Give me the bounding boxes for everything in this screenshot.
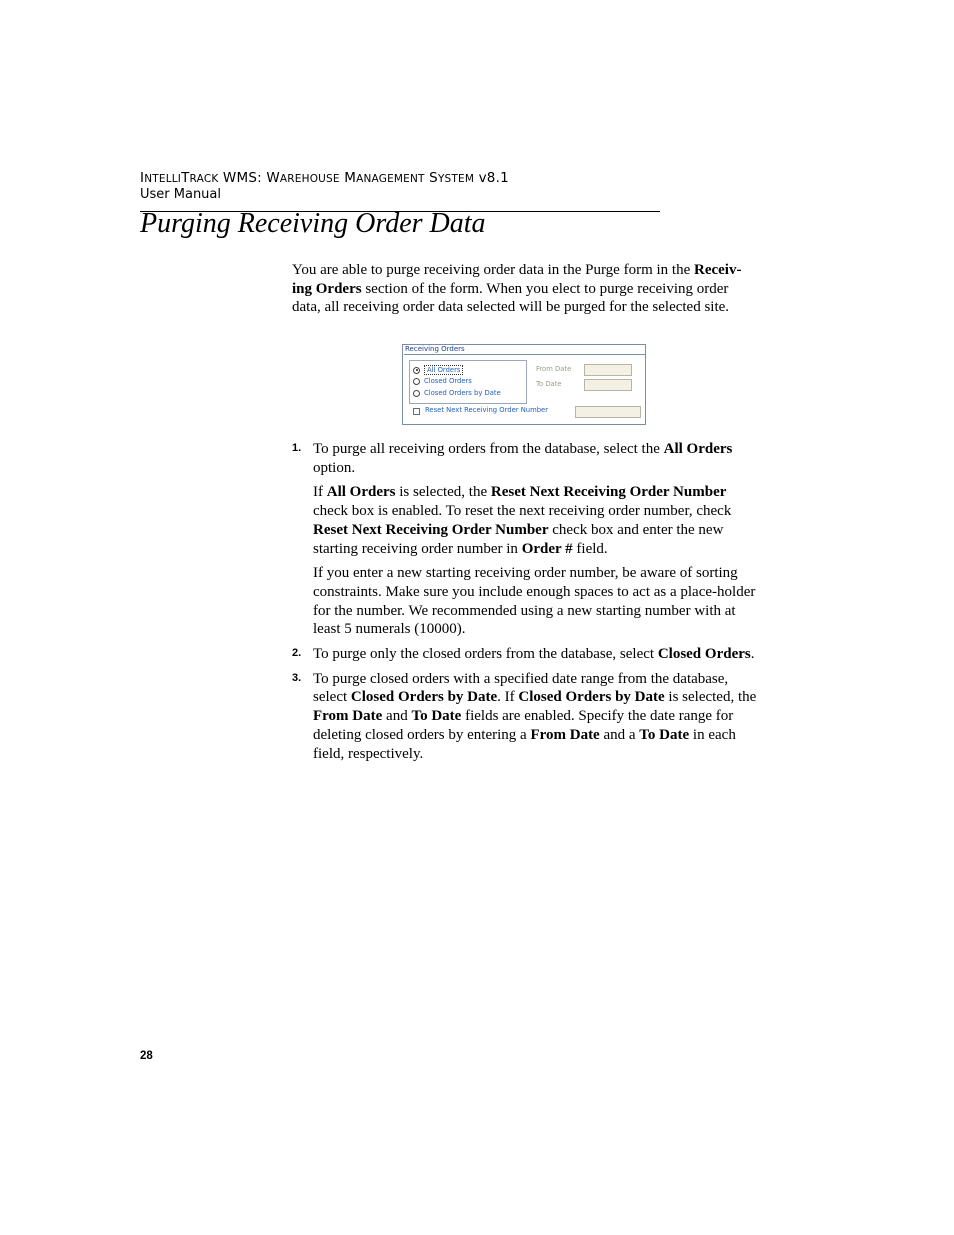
purge-option-group — [409, 360, 527, 404]
step-1 — [292, 440, 762, 639]
radio-selected-icon — [413, 367, 420, 374]
steps-list — [292, 440, 762, 769]
step-3 — [292, 670, 762, 764]
option-closed-orders[interactable]: Closed Orders — [413, 376, 472, 386]
step-number: 1. — [292, 442, 302, 454]
receiving-orders-form-screenshot — [402, 344, 646, 425]
step-number: 3. — [292, 671, 302, 684]
radio-icon — [413, 390, 420, 397]
running-header-title: INTELLITRACK WMS: WAREHOUSE MANAGEMENT SYSTEM v8.1 — [140, 170, 509, 186]
step-3-paragraph: To purge closed orders with a specified date range from the database, select Closed Orders by Date. If Closed Orders by Date is selected, the From Date and To Date fields are enabled. Specify the date range for deleting closed orders by entering a From Date and a To Date in each field, respectively. — [313, 670, 757, 762]
from-date-field[interactable] — [584, 364, 632, 376]
step-number: 2. — [292, 647, 302, 660]
reset-order-number-checkbox[interactable] — [413, 408, 420, 415]
step-1-paragraph-3: If you enter a new starting receiving order number, be aware of sorting constraints. Make sure you include enough spaces to act as a place-holder for the number. We recommended using a new starting number with at least 5 numerals (10000). — [313, 565, 756, 638]
step-1-paragraph-2: If All Orders is selected, the Reset Next Receiving Order Number check box is enabled. To reset the next receiving order number, check Reset Next Receiving Order Number check box and enter the new starting receiving order number in Order # field. — [313, 484, 732, 557]
page-number: 28 — [140, 1050, 153, 1062]
radio-icon — [413, 378, 420, 385]
order-number-field[interactable] — [575, 406, 641, 418]
intro-paragraph: You are able to purge receiving order data in the Purge form in the Receiv-ing Orders section of the form. When you elect to purge receiving order data, all receiving order data selected will be purged for the selected site. — [292, 262, 742, 316]
form-legend: Receiving Orders — [404, 345, 645, 355]
page-title: Purging Receiving Order Data — [140, 208, 486, 239]
option-all-orders[interactable]: All Orders — [413, 365, 463, 375]
to-date-label: To Date — [536, 380, 562, 388]
to-date-field[interactable] — [584, 379, 632, 391]
step-1-paragraph-1: To purge all receiving orders from the database, select the All Orders option. — [313, 441, 733, 476]
from-date-label: From Date — [536, 365, 572, 373]
reset-order-number-label: Reset Next Receiving Order Number — [425, 406, 549, 414]
running-header-subtitle: User Manual — [140, 187, 222, 202]
option-closed-orders-by-date[interactable]: Closed Orders by Date — [413, 388, 501, 398]
step-2 — [292, 645, 762, 664]
step-2-paragraph: To purge only the closed orders from the database, select Closed Orders. — [313, 646, 755, 663]
